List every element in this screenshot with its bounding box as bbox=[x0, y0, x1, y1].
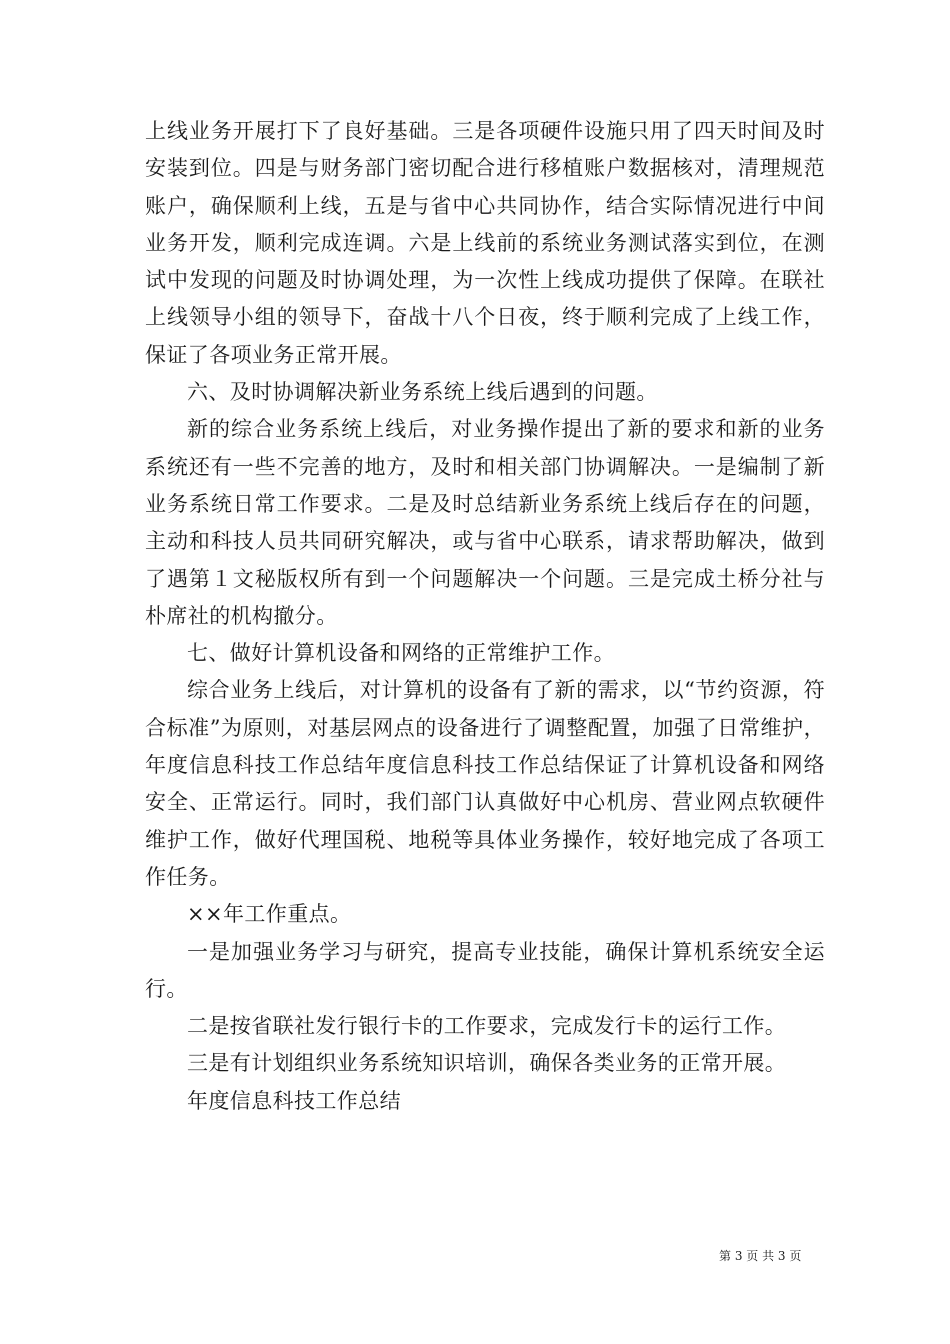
document-body bbox=[145, 113, 825, 1120]
closing-title: 年度信息科技工作总结 bbox=[187, 1088, 401, 1113]
section-heading-seven: 七、做好计算机设备和网络的正常维护工作。 bbox=[187, 641, 615, 666]
paragraph-maintenance: 综合业务上线后，对计算机的设备有了新的需求，以“节约资源，符合标准”为原则，对基层网点的设备进行了调整配置，加强了日常维护，年度信息科技工作总结年度信息科技工作总结保证了计算机设备和网络安全、正常运行。同时，我们部门认真做好中心机房、营业网点软硬件维护工作，做好代理国税、地税等具体业务操作，较好地完成了各项工作任务。 bbox=[145, 678, 825, 889]
page-number: 第 3 页 共 3 页 bbox=[719, 1249, 802, 1263]
section-heading-key-work: ××年工作重点。 bbox=[187, 902, 352, 927]
paragraph-new-system: 新的综合业务系统上线后，对业务操作提出了新的要求和新的业务系统还有一些不完善的地方，及时和相关部门协调解决。一是编制了新业务系统日常工作要求。二是及时总结新业务系统上线后存在的问题，主动和科技人员共同研究解决，或与省中心联系，请求帮助解决，做到了遇第１文秘版权所有到一个问题解决一个问题。三是完成土桥分社与朴席社的机构撤分。 bbox=[145, 417, 825, 628]
list-item-two: 二是按省联社发行银行卡的工作要求，完成发行卡的运行工作。 bbox=[187, 1014, 787, 1039]
paragraph-continuation: 上线业务开展打下了良好基础。三是各项硬件设施只用了四天时间及时安装到位。四是与财务部门密切配合进行移植账户数据核对，清理规范账户，确保顺利上线，五是与省中心共同协作，结合实际情况进行中间业务开发，顺利完成连调。六是上线前的系统业务测试落实到位，在测试中发现的问题及时协调处理，为一次性上线成功提供了保障。在联社上线领导小组的领导下，奋战十八个日夜，终于顺利完成了上线工作，保证了各项业务正常开展。 bbox=[145, 119, 825, 367]
section-heading-six: 六、及时协调解决新业务系统上线后遇到的问题。 bbox=[187, 380, 658, 405]
list-item-three: 三是有计划组织业务系统知识培训，确保各类业务的正常开展。 bbox=[187, 1051, 787, 1076]
list-item-one: 一是加强业务学习与研究，提高专业技能，确保计算机系统安全运行。 bbox=[145, 939, 825, 1001]
